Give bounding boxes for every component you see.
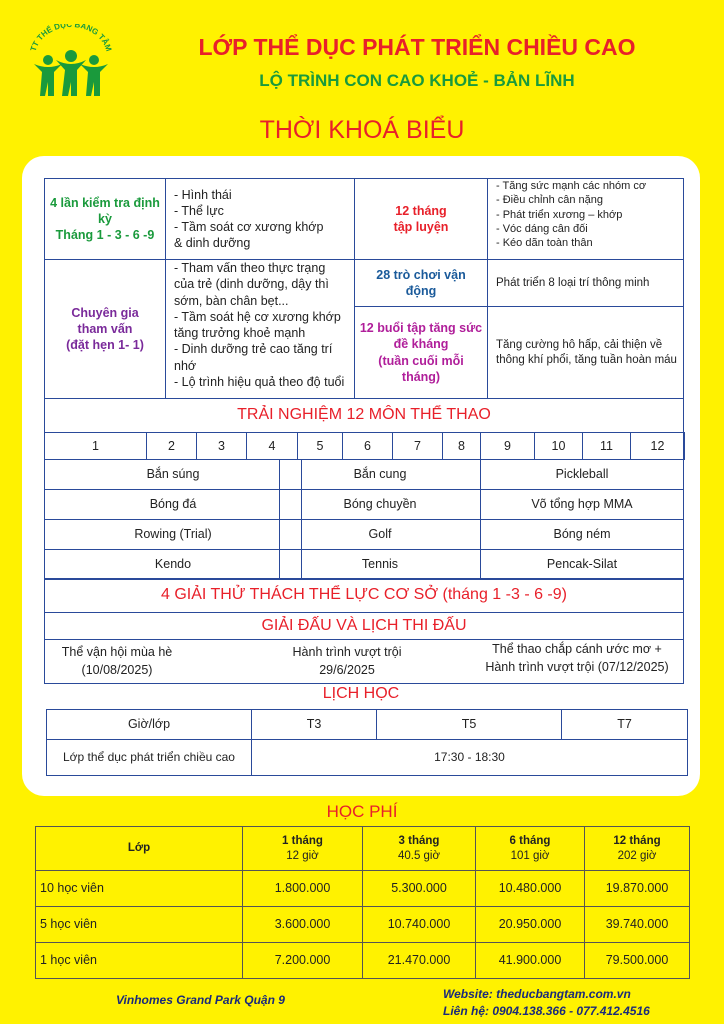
fee-price: 41.900.000 — [475, 942, 585, 979]
month-cell: 12 — [630, 432, 685, 460]
fee-price: 39.740.000 — [584, 906, 690, 943]
checkup-item: - Tầm soát cơ xương khớp — [174, 220, 324, 234]
resistance-cell — [354, 306, 488, 399]
footer-location: Vinhomes Grand Park Quận 9 — [116, 993, 285, 1007]
sports-heading-text: TRẢI NGHIỆM 12 MÔN THỂ THAO — [237, 406, 491, 424]
sport-cell: Kendo — [44, 549, 302, 580]
month-cell: 3 — [196, 432, 247, 460]
checkup-cell — [44, 178, 166, 260]
sport-cell: Golf — [279, 519, 481, 550]
day-t3 — [251, 709, 377, 740]
footer-website[interactable]: Website: theducbangtam.com.vn — [443, 987, 631, 1001]
challenges-heading — [44, 578, 684, 613]
training-items-cell — [487, 178, 684, 260]
fee-plan-duration: 6 tháng — [509, 834, 551, 847]
sport-cell: Bắn cung — [279, 459, 481, 490]
fee-row-label: 5 học viên — [35, 906, 243, 943]
fee-plan-hours: 12 giờ — [286, 849, 319, 862]
expert-note: (đặt hẹn 1- 1) — [66, 338, 144, 353]
event-3-date: Hành trình vượt trội (07/12/2025) — [485, 660, 669, 675]
resistance-desc-cell — [487, 306, 684, 399]
fees-col-label-text: Lớp — [127, 842, 151, 855]
fee-row-label: 10 học viên — [35, 870, 243, 907]
schedule-card — [22, 156, 700, 796]
month-cell: 10 — [534, 432, 583, 460]
training-cell — [354, 178, 488, 260]
training-item: - Điều chỉnh cân nặng — [496, 194, 604, 207]
class-time — [251, 739, 688, 776]
sport-cell: Bóng chuyền — [279, 489, 481, 520]
day-t7 — [561, 709, 688, 740]
expert-item: - Tham vấn theo thực trạng của trẻ (dinh dưỡng, dậy thì sớm, bàn chân bẹt... — [174, 261, 329, 308]
fee-plan-duration: 3 tháng — [398, 834, 440, 847]
training-item: - Phát triển xương – khớp — [496, 208, 623, 221]
sport-cell: Bóng ném — [480, 519, 684, 550]
event-2 — [272, 644, 422, 679]
fee-price: 10.480.000 — [475, 870, 585, 907]
schedule-title: THỜI KHOÁ BIỂU — [259, 116, 465, 144]
games-title: 28 trò chơi vận động — [376, 267, 466, 298]
expert-item: - Lộ trình hiệu quả theo độ tuổi — [174, 374, 345, 389]
tournaments-heading — [44, 612, 684, 640]
fee-plan-header — [242, 826, 363, 871]
training-item: - Tăng sức mạnh các nhóm cơ — [496, 180, 647, 192]
event-1 — [52, 644, 182, 679]
checkup-items-cell — [165, 178, 355, 260]
page-title: LỚP THỂ DỤC PHÁT TRIỂN CHIỀU CAO — [198, 34, 636, 60]
sport-cell: Pickleball — [480, 459, 684, 490]
fee-price: 19.870.000 — [584, 870, 690, 907]
month-cell: 7 — [392, 432, 443, 460]
day-t5 — [376, 709, 562, 740]
day-t5-text: T5 — [461, 717, 477, 732]
sport-cell: Võ tổng hợp MMA — [480, 489, 684, 520]
tournaments-heading-text: GIẢI ĐẤU VÀ LỊCH THI ĐẤU — [261, 616, 467, 634]
class-col-label — [46, 709, 252, 740]
event-1-name: Thể vận hội mùa hè — [61, 645, 173, 659]
event-2-name: Hành trình vượt trội — [292, 645, 402, 659]
sport-cell: Bắn súng — [44, 459, 302, 490]
fee-plan-header — [362, 826, 476, 871]
sport-cell: Bóng đá — [44, 489, 302, 520]
resistance-desc: Tăng cường hô hấp, cải thiện về thông khí phổi, tăng tuần hoàn máu — [496, 338, 677, 366]
month-cell: 5 — [297, 432, 343, 460]
challenges-heading-text: 4 GIẢI THỬ THÁCH THỂ LỰC CƠ SỞ (tháng 1 -3 - 6 -9) — [161, 586, 567, 604]
month-cell: 9 — [480, 432, 535, 460]
checkup-months: Tháng 1 - 3 - 6 -9 — [55, 228, 155, 243]
fee-price: 5.300.000 — [362, 870, 476, 907]
fee-plan-duration: 1 tháng — [282, 834, 323, 847]
sports-heading — [44, 398, 684, 433]
month-cell: 11 — [582, 432, 631, 460]
fee-row-label: 1 học viên — [35, 942, 243, 979]
event-3 — [474, 640, 680, 676]
sport-cell: Pencak-Silat — [480, 549, 684, 580]
day-t3-text: T3 — [306, 717, 322, 732]
expert-cell — [44, 259, 166, 399]
training-title: 12 tháng tập luyện — [393, 203, 449, 234]
event-3-name: Thể thao chắp cánh ước mơ + — [492, 642, 662, 656]
expert-item: - Tầm soát hệ cơ xương khớp tăng trưởng khoẻ mạnh — [174, 309, 341, 340]
fee-plan-duration: 12 tháng — [613, 834, 661, 847]
fee-price: 20.950.000 — [475, 906, 585, 943]
fee-plan-hours: 40.5 giờ — [397, 849, 441, 862]
resistance-note: (tuần cuối mỗi tháng) — [378, 353, 464, 384]
fee-price: 1.800.000 — [242, 870, 363, 907]
month-cell: 6 — [342, 432, 393, 460]
training-item: - Kéo dãn toàn thân — [496, 237, 593, 250]
event-2-date: 29/6/2025 — [319, 662, 375, 677]
page-subtitle: LỘ TRÌNH CON CAO KHOẺ - BẢN LĨNH — [259, 71, 575, 90]
fee-price: 79.500.000 — [584, 942, 690, 979]
checkup-item: - Hình thái — [174, 187, 232, 202]
fee-plan-hours: 202 giờ — [617, 849, 657, 862]
resistance-title: 12 buổi tập tăng sức đề kháng — [359, 321, 483, 352]
expert-title: Chuyên gia tham vấn — [71, 305, 139, 336]
sport-cell: Tennis — [279, 549, 481, 580]
class-schedule-heading: LỊCH HỌC — [322, 685, 400, 702]
games-desc-cell — [487, 259, 684, 307]
fee-price: 21.470.000 — [362, 942, 476, 979]
logo — [28, 24, 114, 100]
training-item: - Vóc dáng cân đối — [496, 222, 588, 235]
fees-col-label — [35, 826, 243, 871]
expert-item: - Dinh dưỡng trẻ cao tăng trí nhớ — [174, 342, 333, 373]
fee-price: 10.740.000 — [362, 906, 476, 943]
fee-plan-header — [584, 826, 690, 871]
footer-phone[interactable]: Liên hệ: 0904.138.366 - 077.412.4516 — [443, 1004, 650, 1019]
fee-plan-header — [475, 826, 585, 871]
event-1-date: (10/08/2025) — [81, 662, 153, 677]
class-name — [46, 739, 252, 776]
month-cell: 8 — [442, 432, 481, 460]
class-name-text: Lớp thể dục phát triển chiều cao — [63, 749, 235, 764]
class-col-label-text: Giờ/lớp — [127, 717, 171, 732]
expert-items-cell — [165, 259, 355, 399]
footer-contact-block — [443, 986, 650, 1021]
month-cell: 4 — [246, 432, 298, 460]
fee-price: 7.200.000 — [242, 942, 363, 979]
fee-price: 3.600.000 — [242, 906, 363, 943]
checkup-item: - Thể lực — [174, 203, 224, 218]
month-cell: 2 — [146, 432, 197, 460]
month-cell: 1 — [44, 432, 147, 460]
checkup-title: 4 lần kiểm tra định kỳ — [50, 195, 160, 226]
games-desc: Phát triển 8 loại trí thông minh — [496, 276, 650, 289]
sport-cell: Rowing (Trial) — [44, 519, 302, 550]
checkup-item: & dinh dưỡng — [174, 236, 251, 251]
fees-heading: HỌC PHÍ — [326, 802, 398, 821]
day-t7-text: T7 — [617, 717, 632, 732]
logo-people-icon — [28, 24, 114, 100]
svg-text:TT THỂ DỤC BẢNG TÂM: TT THỂ DỤC BẢNG TÂM — [28, 24, 114, 53]
class-time-text: 17:30 - 18:30 — [434, 749, 505, 764]
games-cell — [354, 259, 488, 307]
fee-plan-hours: 101 giờ — [510, 849, 550, 862]
